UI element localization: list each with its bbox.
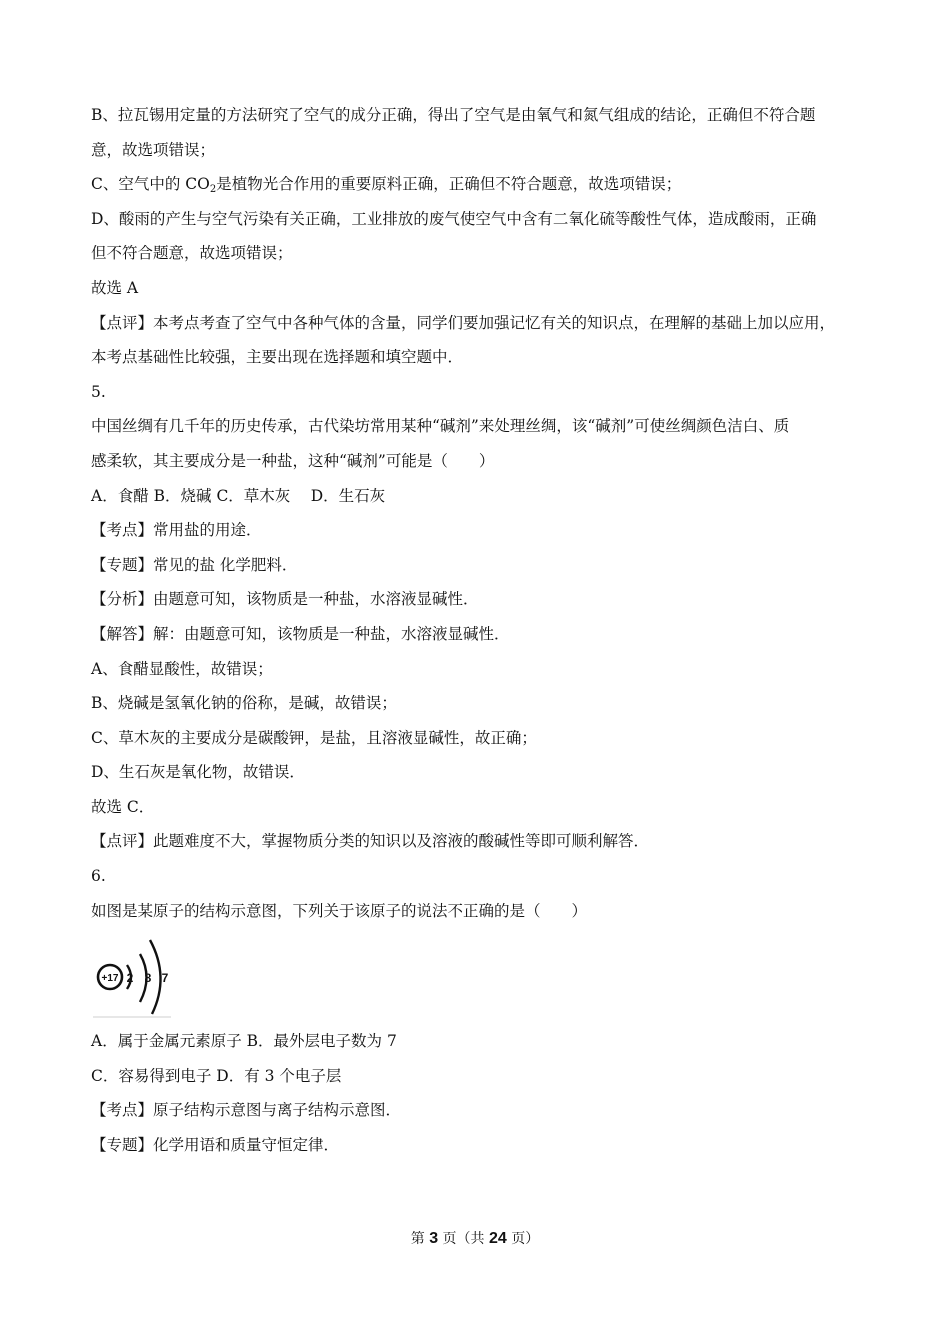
q5-jieda: 【解答】解：由题意可知，该物质是一种盐，水溶液显碱性．	[91, 624, 510, 643]
q5-analysis-a: A、食醋显酸性，故错误；	[91, 659, 273, 678]
q5-answer: 故选 C．	[91, 797, 155, 816]
q6-stem: 如图是某原子的结构示意图，下列关于该原子的说法不正确的是（ ）	[91, 901, 588, 920]
option-c-analysis	[91, 167, 869, 202]
q4-review-line1: 【点评】本考点考查了空气中各种气体的含量，同学们要加强记忆有关的知识点，在理解的基础上加以应用，	[91, 313, 836, 332]
page-footer	[0, 1228, 950, 1248]
option-b-analysis-line1: B、拉瓦锡用定量的方法研究了空气的成分正确，得出了空气是由氧气和氮气组成的结论，正确但不符合题	[91, 106, 816, 124]
q5-stem-line2: 感柔软，其主要成分是一种盐，这种“碱剂”可能是（ ）	[91, 451, 495, 470]
q5-review: 【点评】此题难度不大，掌握物质分类的知识以及溶液的酸碱性等即可顺利解答．	[91, 832, 650, 851]
option-d-analysis-line1: D、酸雨的产生与空气污染有关正确，工业排放的废气使空气中含有二氧化硫等酸性气体，造成酸雨，正确	[91, 209, 817, 228]
document-body	[91, 98, 869, 1163]
option-d-analysis-line2: 但不符合题意，故选项错误；	[91, 244, 293, 263]
q6-number: 6.	[91, 867, 106, 886]
atom-diagram-svg	[93, 932, 173, 1018]
q6-options-line2: C．容易得到电子 D．有 3 个电子层	[91, 1066, 342, 1085]
q6-options-line1: A．属于金属元素原子 B．最外层电子数为 7	[91, 1032, 397, 1051]
footer-middle: 页（共	[438, 1231, 489, 1247]
q5-kaodian: 【考点】常用盐的用途．	[91, 521, 262, 540]
q6-kaodian: 【考点】原子结构示意图与离子结构示意图．	[91, 1101, 402, 1120]
shell-3-electrons: 7	[161, 971, 169, 986]
q5-analysis-b: B、烧碱是氢氧化钠的俗称，是碱，故错误；	[91, 694, 397, 713]
footer-prefix: 第	[410, 1231, 430, 1247]
footer-suffix: 页）	[506, 1231, 540, 1247]
option-b-analysis-line2: 意，故选项错误；	[91, 140, 216, 159]
current-page-number: 3	[429, 1230, 439, 1247]
option-c-text-end: 是植物光合作用的重要原料正确，正确但不符合题意，故选项错误；	[216, 175, 682, 194]
q5-fenxi: 【分析】由题意可知，该物质是一种盐，水溶液显碱性．	[91, 590, 479, 609]
q5-number: 5.	[91, 382, 106, 401]
shell-2-electrons: 8	[144, 971, 152, 986]
co2-subscript: 2	[209, 184, 217, 196]
q5-stem-line1: 中国丝绸有几千年的历史传承，古代染坊常用某种“碱剂”来处理丝绸，该“碱剂”可使丝绸颜色洁白、质	[91, 417, 790, 436]
shell-1-electrons: 2	[126, 971, 134, 986]
q5-analysis-d: D、生石灰是氧化物，故错误．	[91, 763, 305, 782]
nucleus-charge: +17	[101, 973, 119, 985]
atom-structure-diagram	[93, 932, 173, 1018]
q6-zhuanti: 【专题】化学用语和质量守恒定律．	[91, 1136, 340, 1155]
q4-review-line2: 本考点基础性比较强，主要出现在选择题和填空题中．	[91, 348, 464, 367]
q5-options: A．食醋 B．烧碱 C．草木灰 D．生石灰	[91, 486, 386, 505]
total-page-count: 24	[489, 1230, 507, 1247]
electron-shell-3	[150, 940, 161, 1014]
q5-zhuanti: 【专题】常见的盐 化学肥料．	[91, 555, 298, 574]
q4-answer: 故选 A	[91, 278, 139, 297]
option-c-text-start: C、空气中的 CO	[91, 175, 210, 194]
q5-analysis-c: C、草木灰的主要成分是碳酸钾，是盐，且溶液显碱性，故正确；	[91, 728, 537, 747]
